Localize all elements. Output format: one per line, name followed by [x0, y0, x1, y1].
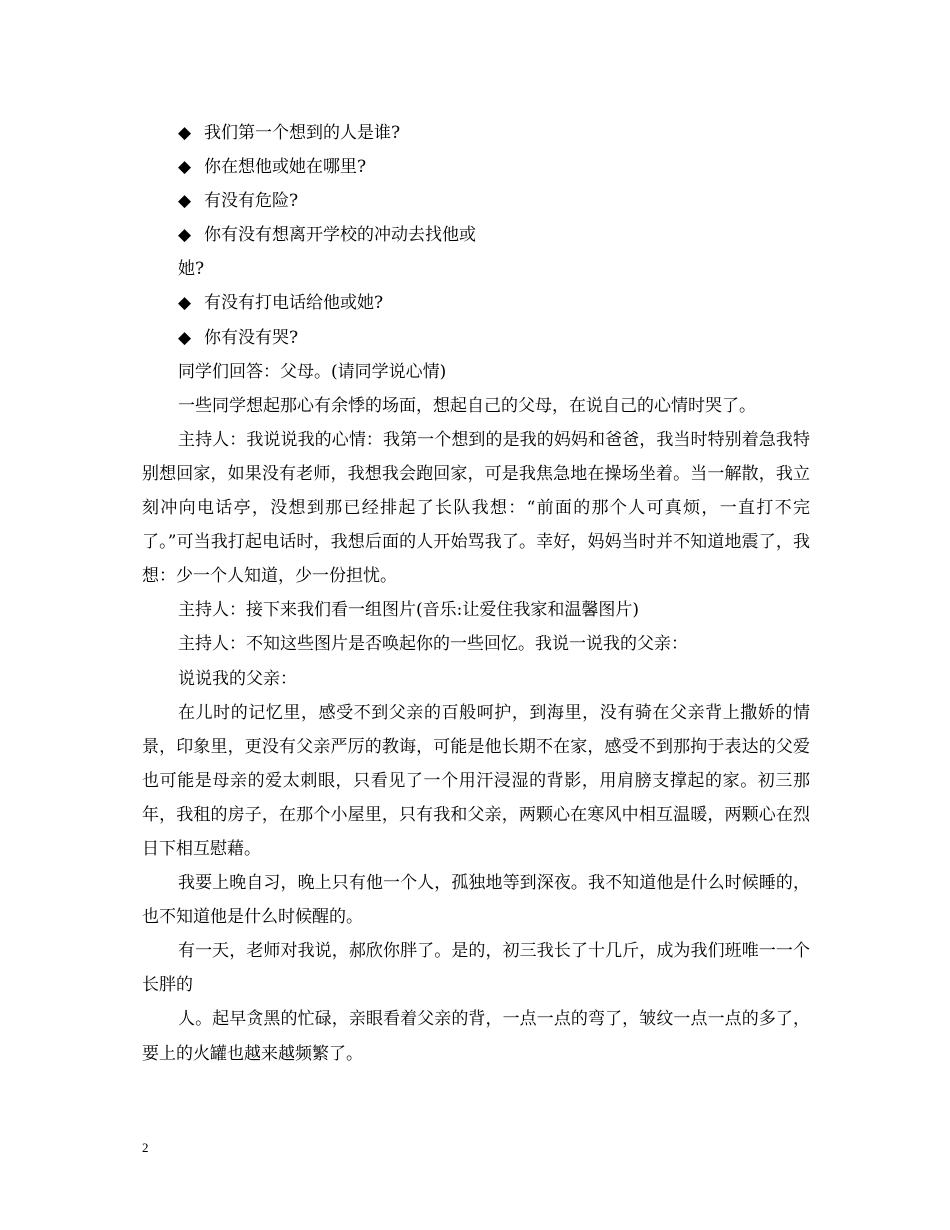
paragraph: 主持人：接下来我们看一组图片(音乐:让爱住我家和温馨图片) [178, 600, 639, 621]
bullet-text: 我们第一个想到的人是谁? [204, 123, 401, 143]
diamond-bullet-icon: ◆ [178, 191, 192, 212]
bullet-item [142, 321, 810, 355]
diamond-bullet-icon: ◆ [178, 225, 192, 246]
page-number: 2 [142, 1140, 149, 1155]
bullet-item [142, 184, 810, 218]
paragraph: 有一天，老师对我说，郝欣你胖了。是的，初三我长了十几斤，成为我们班唯一一个长胖的 [142, 941, 810, 996]
paragraph: 主持人：不知这些图片是否唤起你的一些回忆。我说一说我的父亲： [178, 634, 688, 655]
diamond-bullet-icon: ◆ [178, 123, 192, 143]
paragraph: 同学们回答：父母。(请同学说心情) [178, 361, 447, 382]
bullet-text: 你在想他或她在哪里? [204, 157, 367, 178]
diamond-bullet-icon: ◆ [178, 293, 192, 314]
bullet-item [142, 218, 810, 252]
paragraph: 一些同学想起那心有余悸的场面，想起自己的父母，在说自己的心情时哭了。 [178, 395, 756, 416]
paragraph: 主持人：我说说我的心情：我第一个想到的是我的妈妈和爸爸，我当时特别着急我特别想回家，如果没有老师，我想我会跑回家，可是我焦急地在操场坐着。当一解散，我立刻冲向电话亭，没想到那已经排起了长队我想：“前面的那个人可真烦，一直打不完了。”可当我打起电话时，我想后面的人开始骂我了。幸好，妈妈当时并不知道地震了，我想：少一个人知道，少一份担忧。 [142, 429, 810, 587]
bullet-text: 有没有危险? [204, 191, 299, 212]
document-body [142, 116, 810, 1071]
bullet-text: 你有没有想离开学校的冲动去找他或 [204, 225, 476, 246]
paragraph: 人。起早贪黑的忙碌，亲眼看着父亲的背，一点一点的弯了，皱纹一点一点的多了，要上的火罐也越来越频繁了。 [142, 1009, 810, 1064]
bullet-continuation: 她? [178, 259, 205, 280]
bullet-text: 有没有打电话给他或她? [204, 293, 384, 314]
bullet-item [142, 286, 810, 320]
bullet-item [142, 116, 810, 150]
bullet-text: 你有没有哭? [204, 327, 299, 348]
diamond-bullet-icon: ◆ [178, 157, 192, 178]
diamond-bullet-icon: ◆ [178, 327, 192, 348]
bullet-item [142, 150, 810, 184]
paragraph: 说说我的父亲： [178, 668, 297, 689]
paragraph: 我要上晚自习，晚上只有他一个人，孤独地等到深夜。我不知道他是什么时候睡的，也不知道他是什么时候醒的。 [142, 873, 810, 928]
paragraph: 在儿时的记忆里，感受不到父亲的百般呵护，到海里，没有骑在父亲背上撒娇的情景，印象里，更没有父亲严厉的教诲，可能是他长期不在家，感受不到那拘于表达的父爱也可能是母亲的爱太刺眼，只看见了一个用汗浸湿的背影，用肩膀支撑起的家。初三那年，我租的房子，在那个小屋里，只有我和父亲，两颗心在寒风中相互温暖，两颗心在烈日下相互慰藉。 [142, 702, 810, 859]
